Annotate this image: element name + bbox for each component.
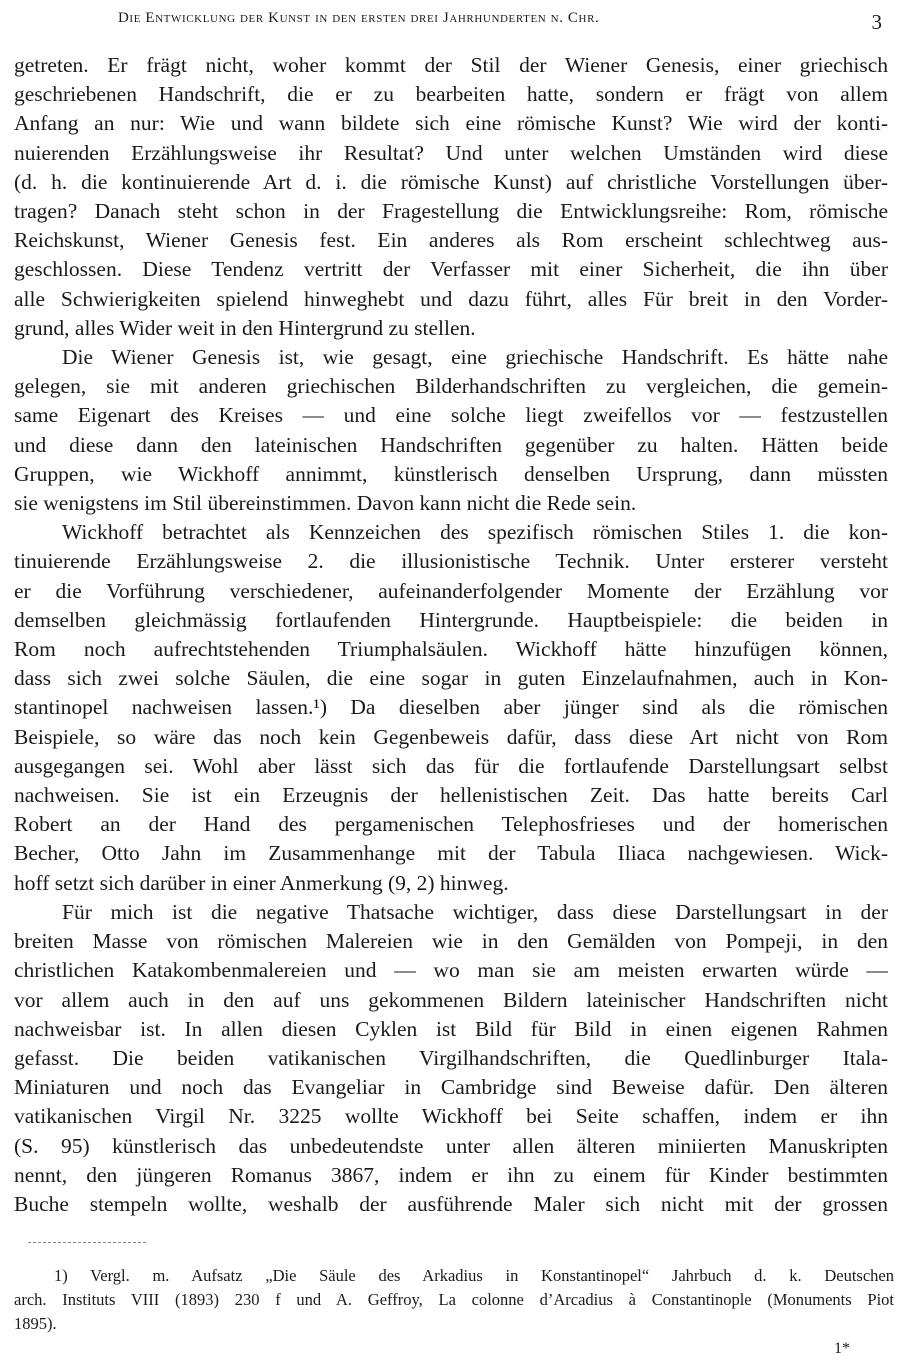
text-line: vatikanischen Virgil Nr. 3225 wollte Wickhoff bei Seite schaffen, indem er ihn: [14, 1104, 888, 1129]
paragraph-4: [14, 898, 888, 1219]
text-line: breiten Masse von römischen Malereien wie in den Gemälden von Pompeji, in den: [14, 929, 888, 954]
text-line: Buche stempeln wollte, weshalb der ausführende Maler sich nicht mit der grossen: [14, 1191, 888, 1216]
text-line: Die Wiener Genesis ist, wie gesagt, eine griechische Handschrift. Es hätte nahe: [62, 345, 888, 370]
text-line: sie wenigstens im Stil übereinstimmen. Davon kann nicht die Rede sein.: [14, 491, 637, 516]
text-line: nuierenden Erzählungsweise ihr Resultat? Und unter welchen Umständen wird diese: [14, 140, 888, 165]
text-line: geschlossen. Diese Tendenz vertritt der Verfasser mit einer Sicherheit, die ihn über: [14, 257, 888, 282]
text-line: Becher, Otto Jahn im Zusammenhange mit der Tabula Iliaca nachgewiesen. Wick-: [14, 841, 888, 866]
signature-mark: 1*: [834, 1340, 850, 1357]
text-line: Beispiele, so wäre das noch kein Gegenbeweis dafür, dass diese Art nicht von Rom: [14, 724, 888, 749]
text-line: (d. h. die kontinuierende Art d. i. die römische Kunst) auf christliche Vorstellungen über-: [14, 169, 888, 194]
text-line: vor allem auch in den auf uns gekommenen Bildern lateinischer Handschriften nicht: [14, 987, 888, 1012]
text-line: Gruppen, wie Wickhoff annimmt, künstlerisch denselben Ursprung, dann müssten: [14, 461, 888, 486]
text-line: Robert an der Hand des pergamenischen Telephosfrieses und der homerischen: [14, 812, 888, 837]
running-header: [14, 8, 888, 42]
footnote-line: 1) Vergl. m. Aufsatz „Die Säule des Arkadius in Konstantinopel“ Jahrbuch d. k. Deutschen: [54, 1266, 894, 1285]
footnote: [14, 1264, 894, 1336]
footnote-line: arch. Instituts VIII (1893) 230 f und A. Geffroy, La colonne d’Arcadius à Constantinople (Monuments Piot: [14, 1290, 894, 1309]
text-line: Miniaturen und noch das Evangeliar in Cambridge sind Beweise dafür. Den älteren: [14, 1075, 888, 1100]
text-line: nachweisbar ist. In allen diesen Cyklen ist Bild für Bild in einen eigenen Rahmen: [14, 1016, 888, 1041]
text-line: hoff setzt sich darüber in einer Anmerkung (9, 2) hinweg.: [14, 870, 509, 895]
running-title: Die Entwicklung der Kunst in den ersten drei Jahrhunderten n. Chr.: [118, 10, 600, 26]
paragraph-2: [14, 343, 888, 518]
text-line: (S. 95) künstlerisch das unbedeutendste unter allen älteren miniierten Manuskripten: [14, 1133, 888, 1158]
footnote-line: 1895).: [14, 1314, 57, 1333]
text-line: Reichskunst, Wiener Genesis fest. Ein anderes als Rom erscheint schlechtweg aus-: [14, 228, 888, 253]
paragraph-3: [14, 518, 888, 898]
text-line: Wickhoff betrachtet als Kennzeichen des spezifisch römischen Stiles 1. die kon-: [62, 520, 888, 545]
text-line: ausgegangen sei. Wohl aber lässt sich das für die fortlaufende Darstellungsart selbst: [14, 753, 888, 778]
text-line: tinuierende Erzählungsweise 2. die illusionistische Technik. Unter ersterer versteht: [14, 549, 888, 574]
text-line: geschriebenen Handschrift, die er zu bearbeiten hatte, sondern er frägt von allem: [14, 82, 888, 107]
text-line: Anfang an nur: Wie und wann bildete sich eine römische Kunst? Wie wird der konti-: [14, 111, 888, 136]
text-line: grund, alles Wider weit in den Hintergrund zu stellen.: [14, 315, 476, 340]
text-line: gefasst. Die beiden vatikanischen Virgilhandschriften, die Quedlinburger Itala-: [14, 1045, 888, 1070]
page-number: 3: [871, 10, 882, 34]
text-line: stantinopel nachweisen lassen.¹) Da dieselben aber jünger sind als die römischen: [14, 695, 888, 720]
body-text: [14, 51, 888, 1219]
text-line: dass sich zwei solche Säulen, die eine sogar in guten Einzelaufnahmen, auch in Kon-: [14, 666, 888, 691]
text-line: tragen? Danach steht schon in der Fragestellung die Entwicklungsreihe: Rom, römische: [14, 199, 888, 224]
text-line: Rom noch aufrechtstehenden Triumphalsäulen. Wickhoff hätte hinzufügen können,: [14, 637, 888, 662]
text-line: demselben gleichmässig fortlaufenden Hintergrunde. Hauptbeispiele: die beiden in: [14, 607, 888, 632]
text-line: und diese dann den lateinischen Handschriften gegenüber zu halten. Hätten beide: [14, 432, 888, 457]
text-line: nachweisen. Sie ist ein Erzeugnis der hellenistischen Zeit. Das hatte bereits Carl: [14, 783, 888, 808]
text-line: same Eigenart des Kreises — und eine solche liegt zweifellos vor — festzustellen: [14, 403, 888, 428]
text-line: Für mich ist die negative Thatsache wichtiger, dass diese Darstellungsart in der: [62, 899, 888, 924]
text-line: getreten. Er frägt nicht, woher kommt der Stil der Wiener Genesis, einer griechisch: [14, 53, 888, 77]
footnote-separator: [28, 1242, 146, 1243]
text-line: gelegen, sie mit anderen griechischen Bilderhandschriften zu vergleichen, die gemein-: [14, 374, 888, 399]
text-line: alle Schwierigkeiten spielend hinweghebt und dazu führt, alles Für breit in den Vorder-: [14, 286, 888, 311]
text-line: er die Vorführung verschiedener, aufeinanderfolgender Momente der Erzählung vor: [14, 578, 888, 603]
text-line: nennt, den jüngeren Romanus 3867, indem er ihn zu einem für Kinder bestimmten: [14, 1162, 888, 1187]
text-line: christlichen Katakombenmalereien und — wo man sie am meisten erwarten würde —: [14, 958, 888, 983]
paragraph-1: [14, 51, 888, 343]
